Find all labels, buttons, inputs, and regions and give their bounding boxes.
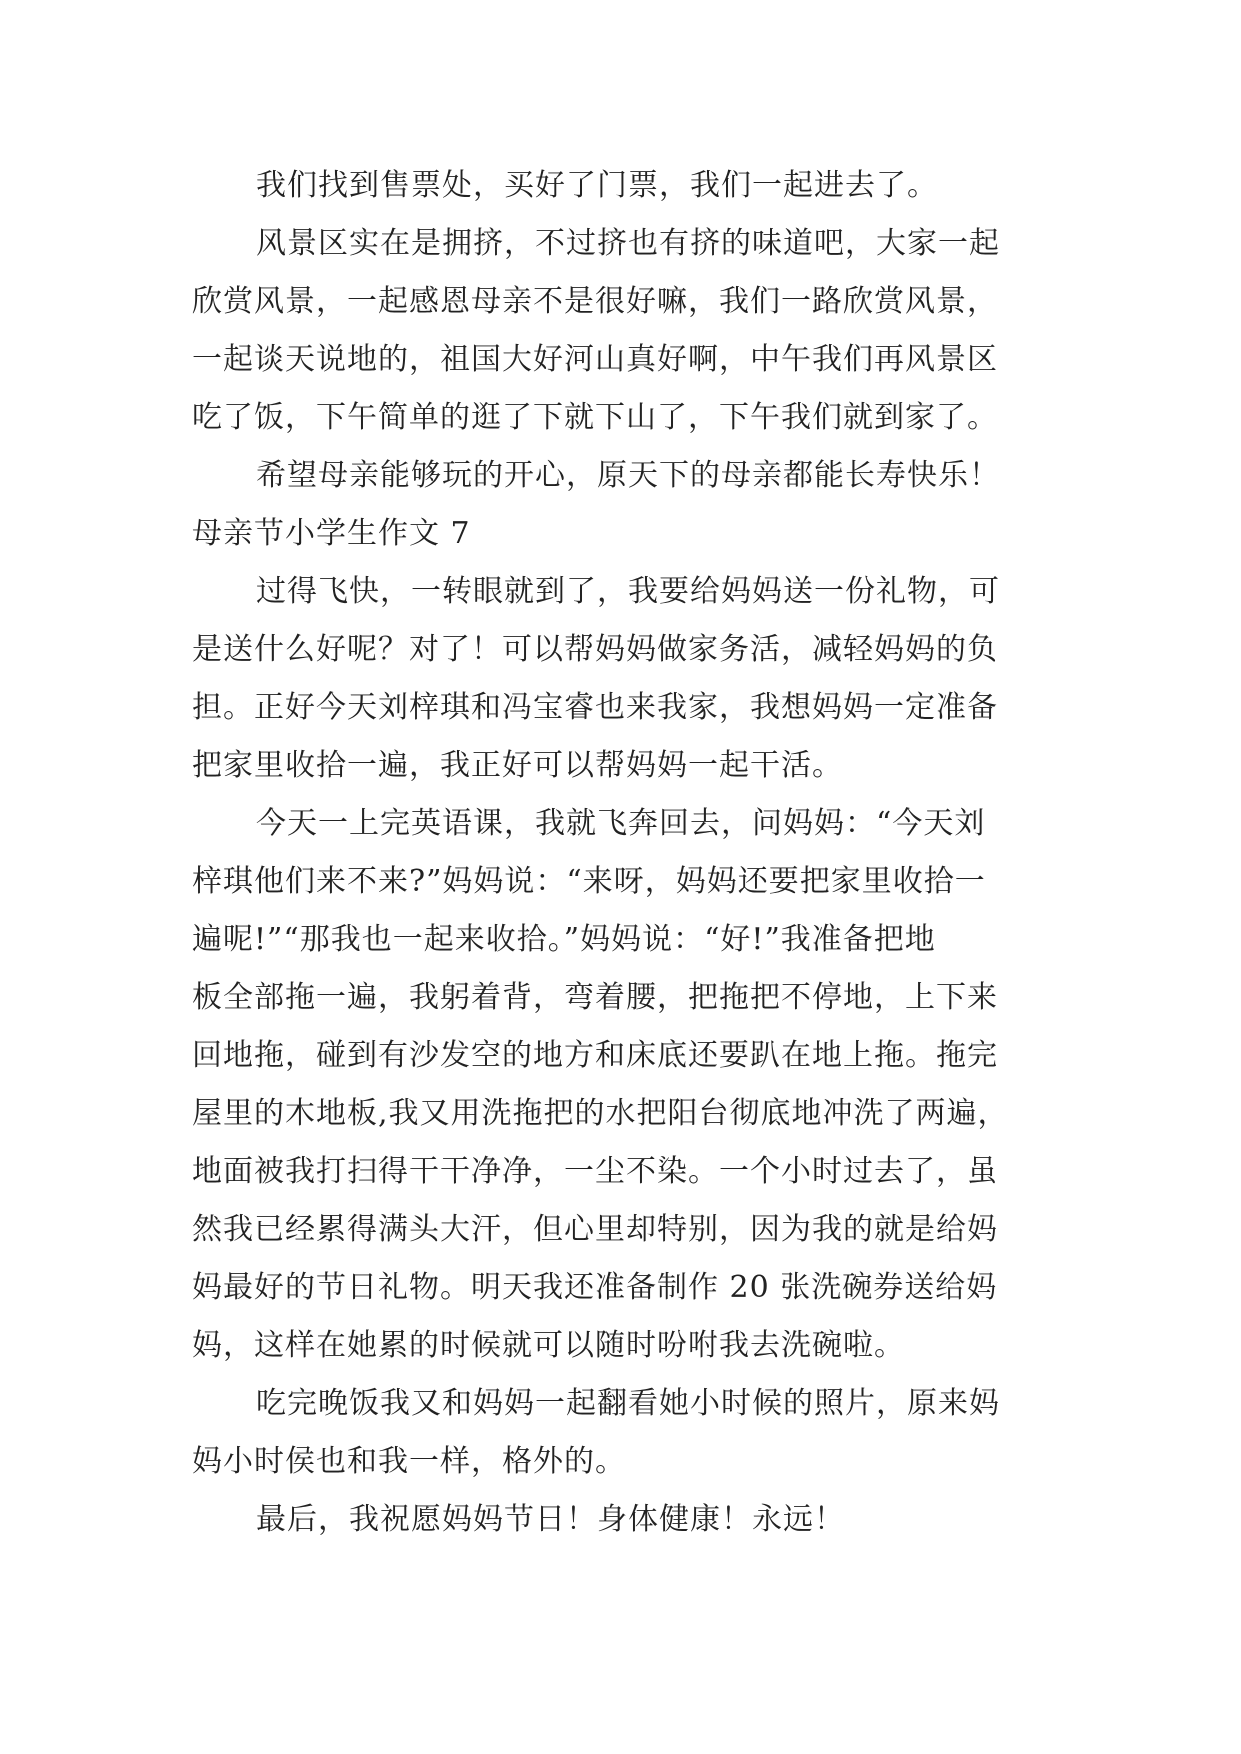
text-line: 今天一上完英语课，我就飞奔回去，问妈妈：“今天刘 [256,806,986,841]
text-line: 妈，这样在她累的时候就可以随时吩咐我去洗碗啦。 [192,1328,905,1363]
text-line: 一起谈天说地的，祖国大好河山真好啊，中午我们再风景区 [192,342,998,377]
text-line: 遍呢!”“那我也一起来收拾。”妈妈说：“好!”我准备把地 [192,922,936,957]
text-line: 希望母亲能够玩的开心，原天下的母亲都能长寿快乐！ [256,458,1000,493]
text-line: 是送什么好呢？对了！可以帮妈妈做家务活，减轻妈妈的负 [192,632,998,667]
text-line: 吃了饭，下午简单的逛了下就下山了，下午我们就到家了。 [192,400,998,435]
text-line: 担。正好今天刘梓琪和冯宝睿也来我家，我想妈妈一定准备 [192,690,998,725]
paragraph [192,157,1052,215]
text-line: 梓琪他们来不来?”妈妈说：“来呀，妈妈还要把家里收拾一 [192,864,986,899]
heading-text: 母亲节小学生作文 7 [192,516,471,551]
text-line: 吃完晚饭我又和妈妈一起翻看她小时候的照片，原来妈 [256,1386,1000,1421]
text-line: 把家里收拾一遍，我正好可以帮妈妈一起干活。 [192,748,843,783]
text-line: 回地拖，碰到有沙发空的地方和床底还要趴在地上拖。拖完 [192,1038,998,1073]
document-body [192,157,1052,1549]
text-line: 屋里的木地板,我又用洗拖把的水把阳台彻底地冲洗了两遍， [192,1096,1009,1131]
paragraph [192,795,1052,1375]
paragraph [192,215,1052,447]
text-line: 我们找到售票处，买好了门票，我们一起进去了。 [256,168,938,203]
paragraph [192,447,1052,505]
text-line: 板全部拖一遍，我躬着背，弯着腰，把拖把不停地，上下来 [192,980,998,1015]
paragraph [192,563,1052,795]
text-line: 最后，我祝愿妈妈节日！身体健康！永远！ [256,1502,845,1537]
text-line: 妈小时侯也和我一样，格外的。 [192,1444,626,1479]
paragraph [192,1375,1052,1491]
text-line: 妈最好的节日礼物。明天我还准备制作 20 张洗碗券送给妈 [192,1270,998,1305]
text-line: 地面被我打扫得干干净净，一尘不染。一个小时过去了，虽 [192,1154,998,1189]
text-line: 然我已经累得满头大汗，但心里却特别，因为我的就是给妈 [192,1212,998,1247]
section-heading [192,505,1052,563]
text-line: 过得飞快，一转眼就到了，我要给妈妈送一份礼物，可 [256,574,1000,609]
paragraph [192,1491,1052,1549]
text-line: 欣赏风景，一起感恩母亲不是很好嘛，我们一路欣赏风景， [192,284,998,319]
text-line: 风景区实在是拥挤，不过挤也有挤的味道吧，大家一起 [256,226,1000,261]
